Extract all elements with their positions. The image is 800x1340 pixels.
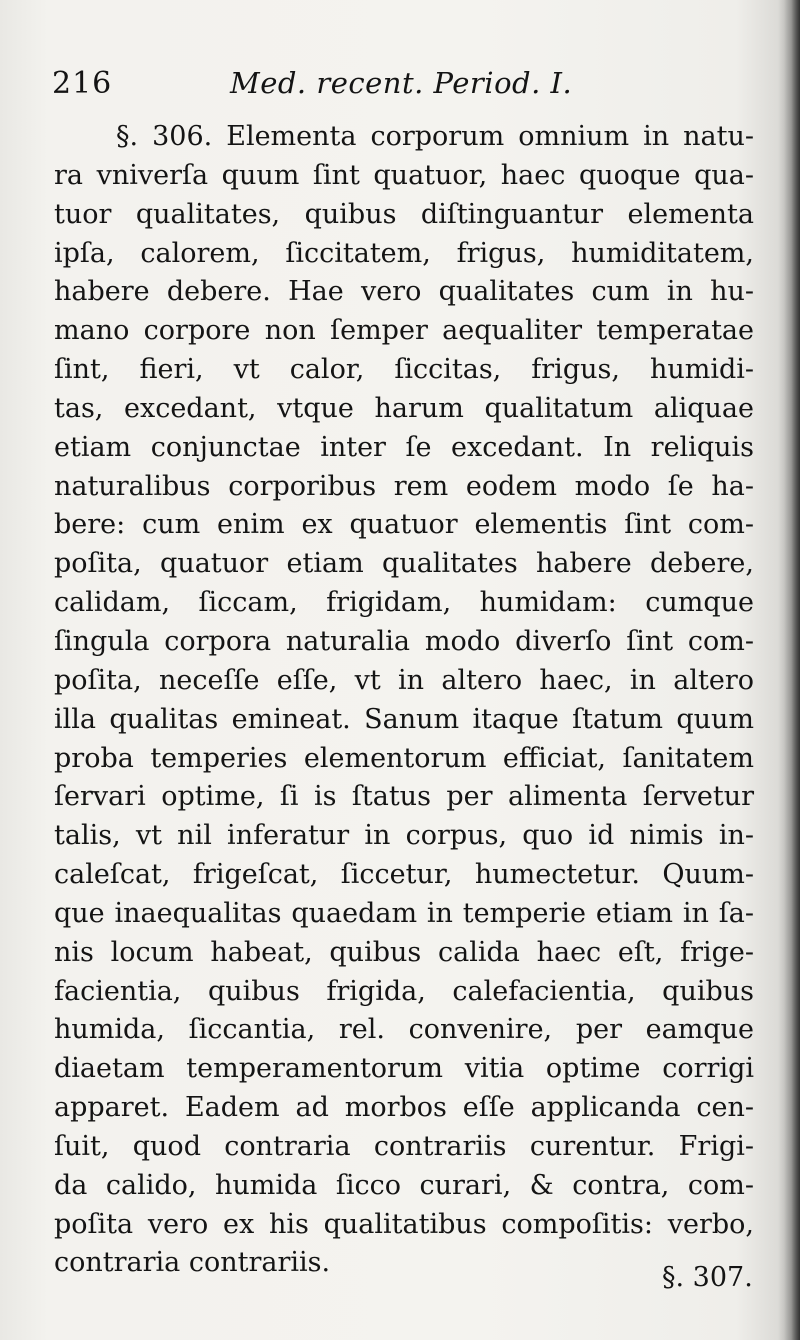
page-header (52, 66, 752, 110)
text-line: ſervari optime, ſi is ſtatus per alimenta ſervetur (54, 781, 754, 813)
text-line: ſingula corpora naturalia modo diverſo ſint com- (54, 625, 754, 657)
text-line: caleſcat, frigeſcat, ſiccetur, humectetur. Quum- (54, 859, 754, 891)
text-line: ipſa, calorem, ſiccitatem, frigus, humiditatem, (54, 237, 754, 269)
catchword: §. 307. (662, 1262, 753, 1293)
text-line: apparet. Eadem ad morbos eſſe applicanda cen- (54, 1092, 754, 1124)
text-line: poſita, quatuor etiam qualitates habere debere, (54, 548, 754, 580)
page-edge-shadow (778, 0, 800, 1340)
text-line: nis locum habeat, quibus calida haec eſt, frige- (54, 936, 754, 968)
text-line: humida, ſiccantia, rel. convenire, per eamque (54, 1014, 754, 1046)
text-line: contraria contrariis. (54, 1247, 331, 1279)
text-line: §. 306. Elementa corporum omnium in natu- (116, 121, 754, 152)
text-line: poſita, neceſſe eſſe, vt in altero haec, in altero (54, 664, 754, 696)
text-line: ſint, fieri, vt calor, ſiccitas, frigus, humidi- (54, 354, 754, 386)
page-number: 216 (52, 66, 113, 101)
text-line: bere: cum enim ex quatuor elementis ſint com- (54, 509, 754, 541)
text-line: calidam, ſiccam, frigidam, humidam: cumque (54, 587, 754, 619)
text-line: ſuit, quod contraria contrariis curentur. Frigi- (54, 1130, 754, 1162)
text-line: da calido, humida ſicco curari, & contra, com- (54, 1169, 754, 1201)
text-line: illa qualitas emineat. Sanum itaque ſtatum quum (54, 703, 754, 735)
text-line: etiam conjunctae inter ſe excedant. In reliquis (54, 431, 754, 463)
running-head: Med. recent. Period. I. (230, 66, 573, 100)
text-line: ra vniverſa quum ſint quatuor, haec quoque qua- (54, 159, 754, 191)
text-line: facientia, quibus frigida, calefacientia, quibus (54, 975, 754, 1007)
text-line: que inaequalitas quaedam in temperie etiam in ſa- (54, 897, 754, 929)
body-paragraph (54, 118, 754, 1283)
text-line: talis, vt nil inferatur in corpus, quo id nimis in- (54, 820, 754, 852)
text-line: proba temperies elementorum efficiat, ſanitatem (54, 742, 754, 774)
text-line: diaetam temperamentorum vitia optime corrigi (54, 1053, 754, 1085)
text-line: tuor qualitates, quibus diſtinguantur elementa (54, 198, 754, 230)
text-line: tas, excedant, vtque harum qualitatum aliquae (54, 392, 754, 424)
text-line: naturalibus corporibus rem eodem modo ſe ha- (54, 470, 754, 502)
text-line: poſita vero ex his qualitatibus compoſitis: verbo, (54, 1208, 754, 1240)
text-line: mano corpore non ſemper aequaliter temperatae (54, 315, 754, 347)
text-line: habere debere. Hae vero qualitates cum in hu- (54, 276, 754, 308)
